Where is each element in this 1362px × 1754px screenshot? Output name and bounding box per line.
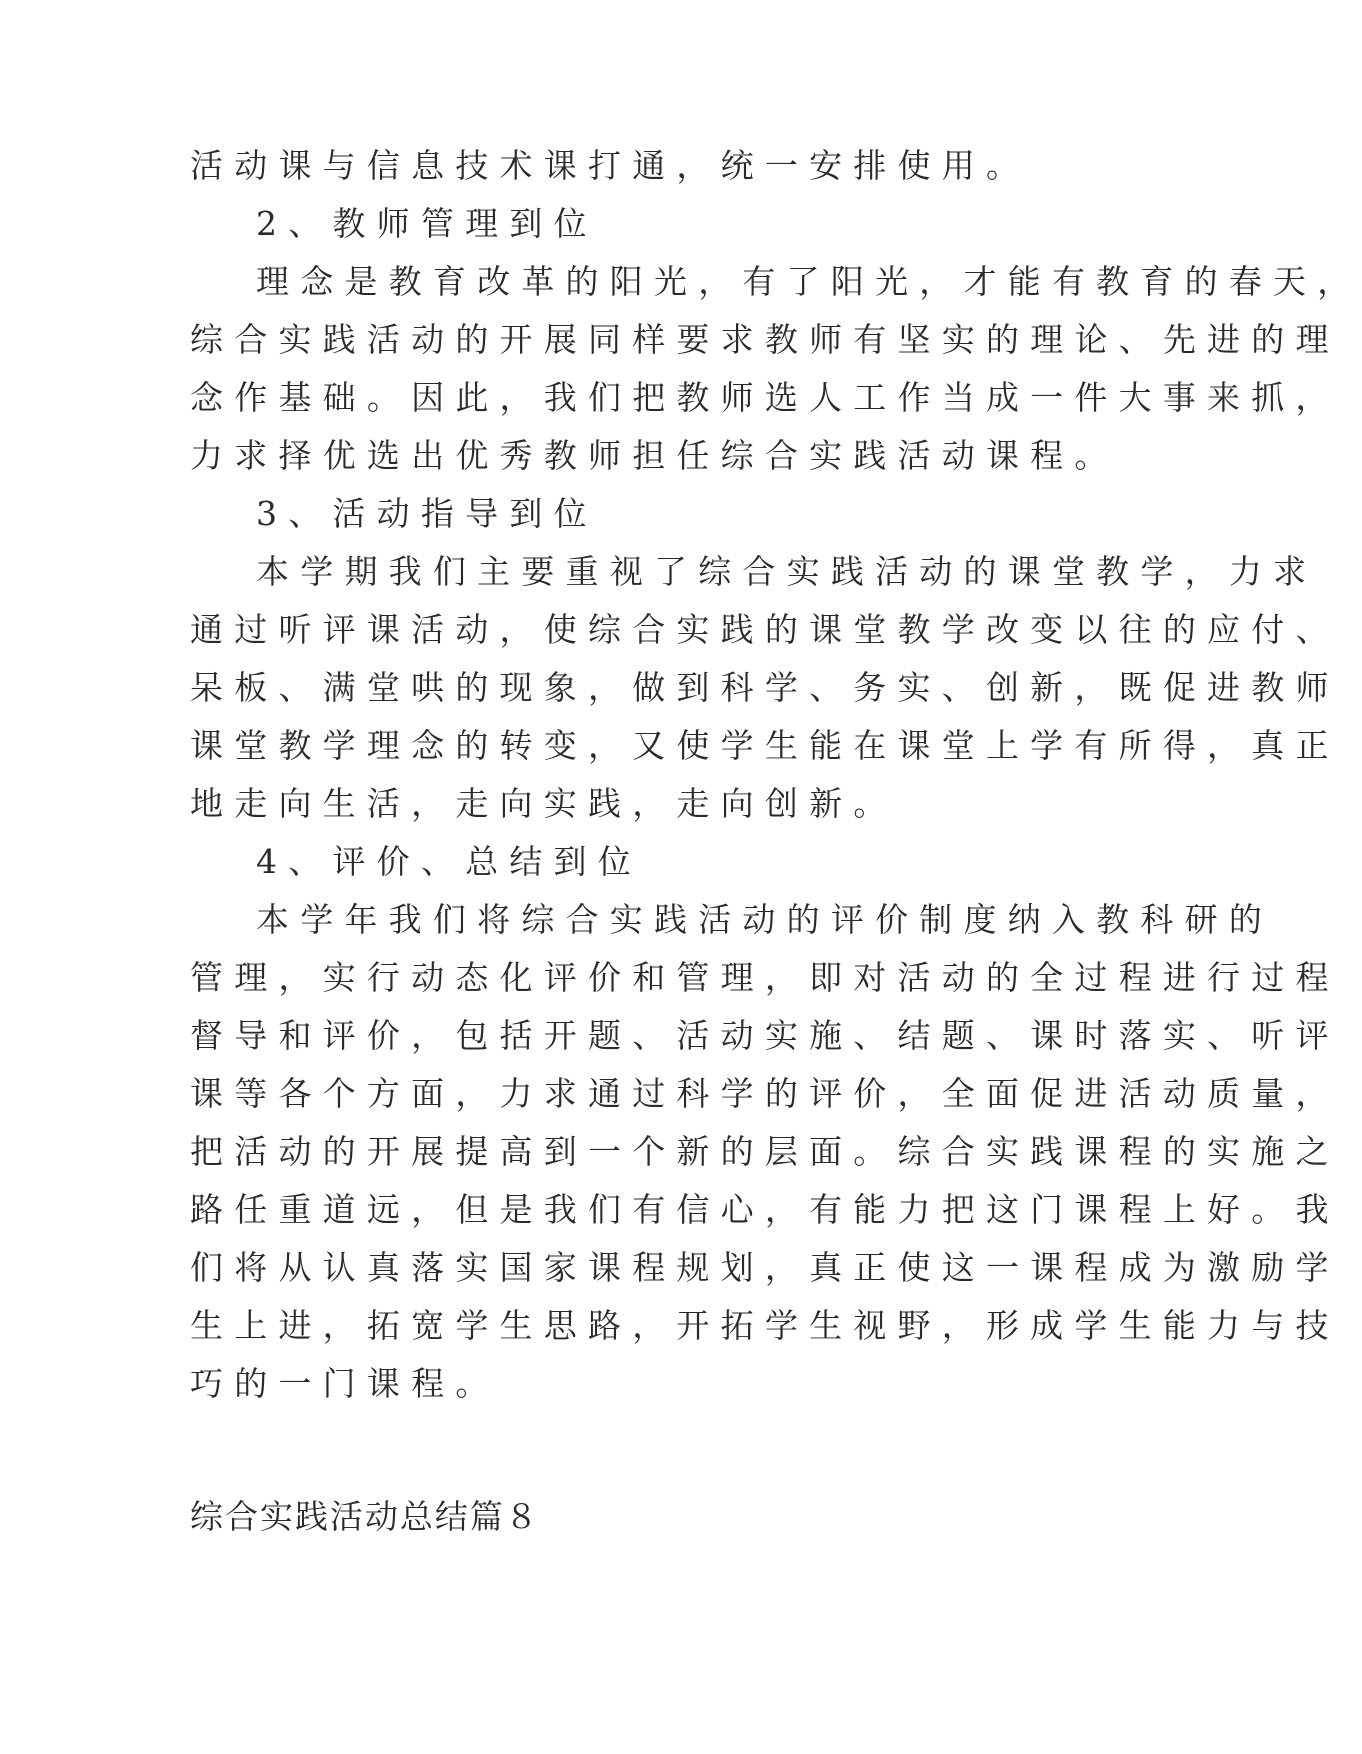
- text-line: 路任重道远，但是我们有信心，有能力把这门课程上好。我: [190, 1190, 1340, 1229]
- text-line: 生上进，拓宽学生思路，开拓学生视野，形成学生能力与技: [190, 1306, 1340, 1345]
- section-heading-4: 4、评价、总结到位: [256, 842, 642, 881]
- text-line: 本学期我们主要重视了综合实践活动的课堂教学，力求: [256, 552, 1318, 591]
- text-line: 把活动的开展提高到一个新的层面。综合实践课程的实施之: [190, 1132, 1340, 1171]
- text-line: 呆板、满堂哄的现象，做到科学、务实、创新，既促进教师: [190, 668, 1340, 707]
- text-line: 督导和评价，包括开题、活动实施、结题、课时落实、听评: [190, 1016, 1340, 1055]
- next-article-heading: 综合实践活动总结篇８: [190, 1497, 540, 1536]
- text-line: 力求择优选出优秀教师担任综合实践活动课程。: [190, 436, 1119, 475]
- text-line: 理念是教育改革的阳光，有了阳光，才能有教育的春天，: [256, 262, 1362, 301]
- section-heading-2: 2、教师管理到位: [256, 204, 598, 243]
- text-line: 管理，实行动态化评价和管理，即对活动的全过程进行过程: [190, 958, 1340, 997]
- text-line: 念作基础。因此，我们把教师选人工作当成一件大事来抓，: [190, 378, 1340, 417]
- text-line: 课堂教学理念的转变，又使学生能在课堂上学有所得，真正: [190, 726, 1340, 765]
- text-line: 活动课与信息技术课打通，统一安排使用。: [190, 146, 1031, 185]
- text-line: 课等各个方面，力求通过科学的评价，全面促进活动质量，: [190, 1074, 1340, 1113]
- text-line: 本学年我们将综合实践活动的评价制度纳入教科研的: [256, 900, 1274, 939]
- text-line: 综合实践活动的开展同样要求教师有坚实的理论、先进的理: [190, 320, 1340, 359]
- text-line: 们将从认真落实国家课程规划，真正使这一课程成为激励学: [190, 1248, 1340, 1287]
- section-heading-3: 3、活动指导到位: [256, 494, 598, 533]
- text-line: 地走向生活，走向实践，走向创新。: [190, 784, 898, 823]
- text-line: 巧的一门课程。: [190, 1364, 500, 1403]
- text-line: 通过听评课活动，使综合实践的课堂教学改变以往的应付、: [190, 610, 1340, 649]
